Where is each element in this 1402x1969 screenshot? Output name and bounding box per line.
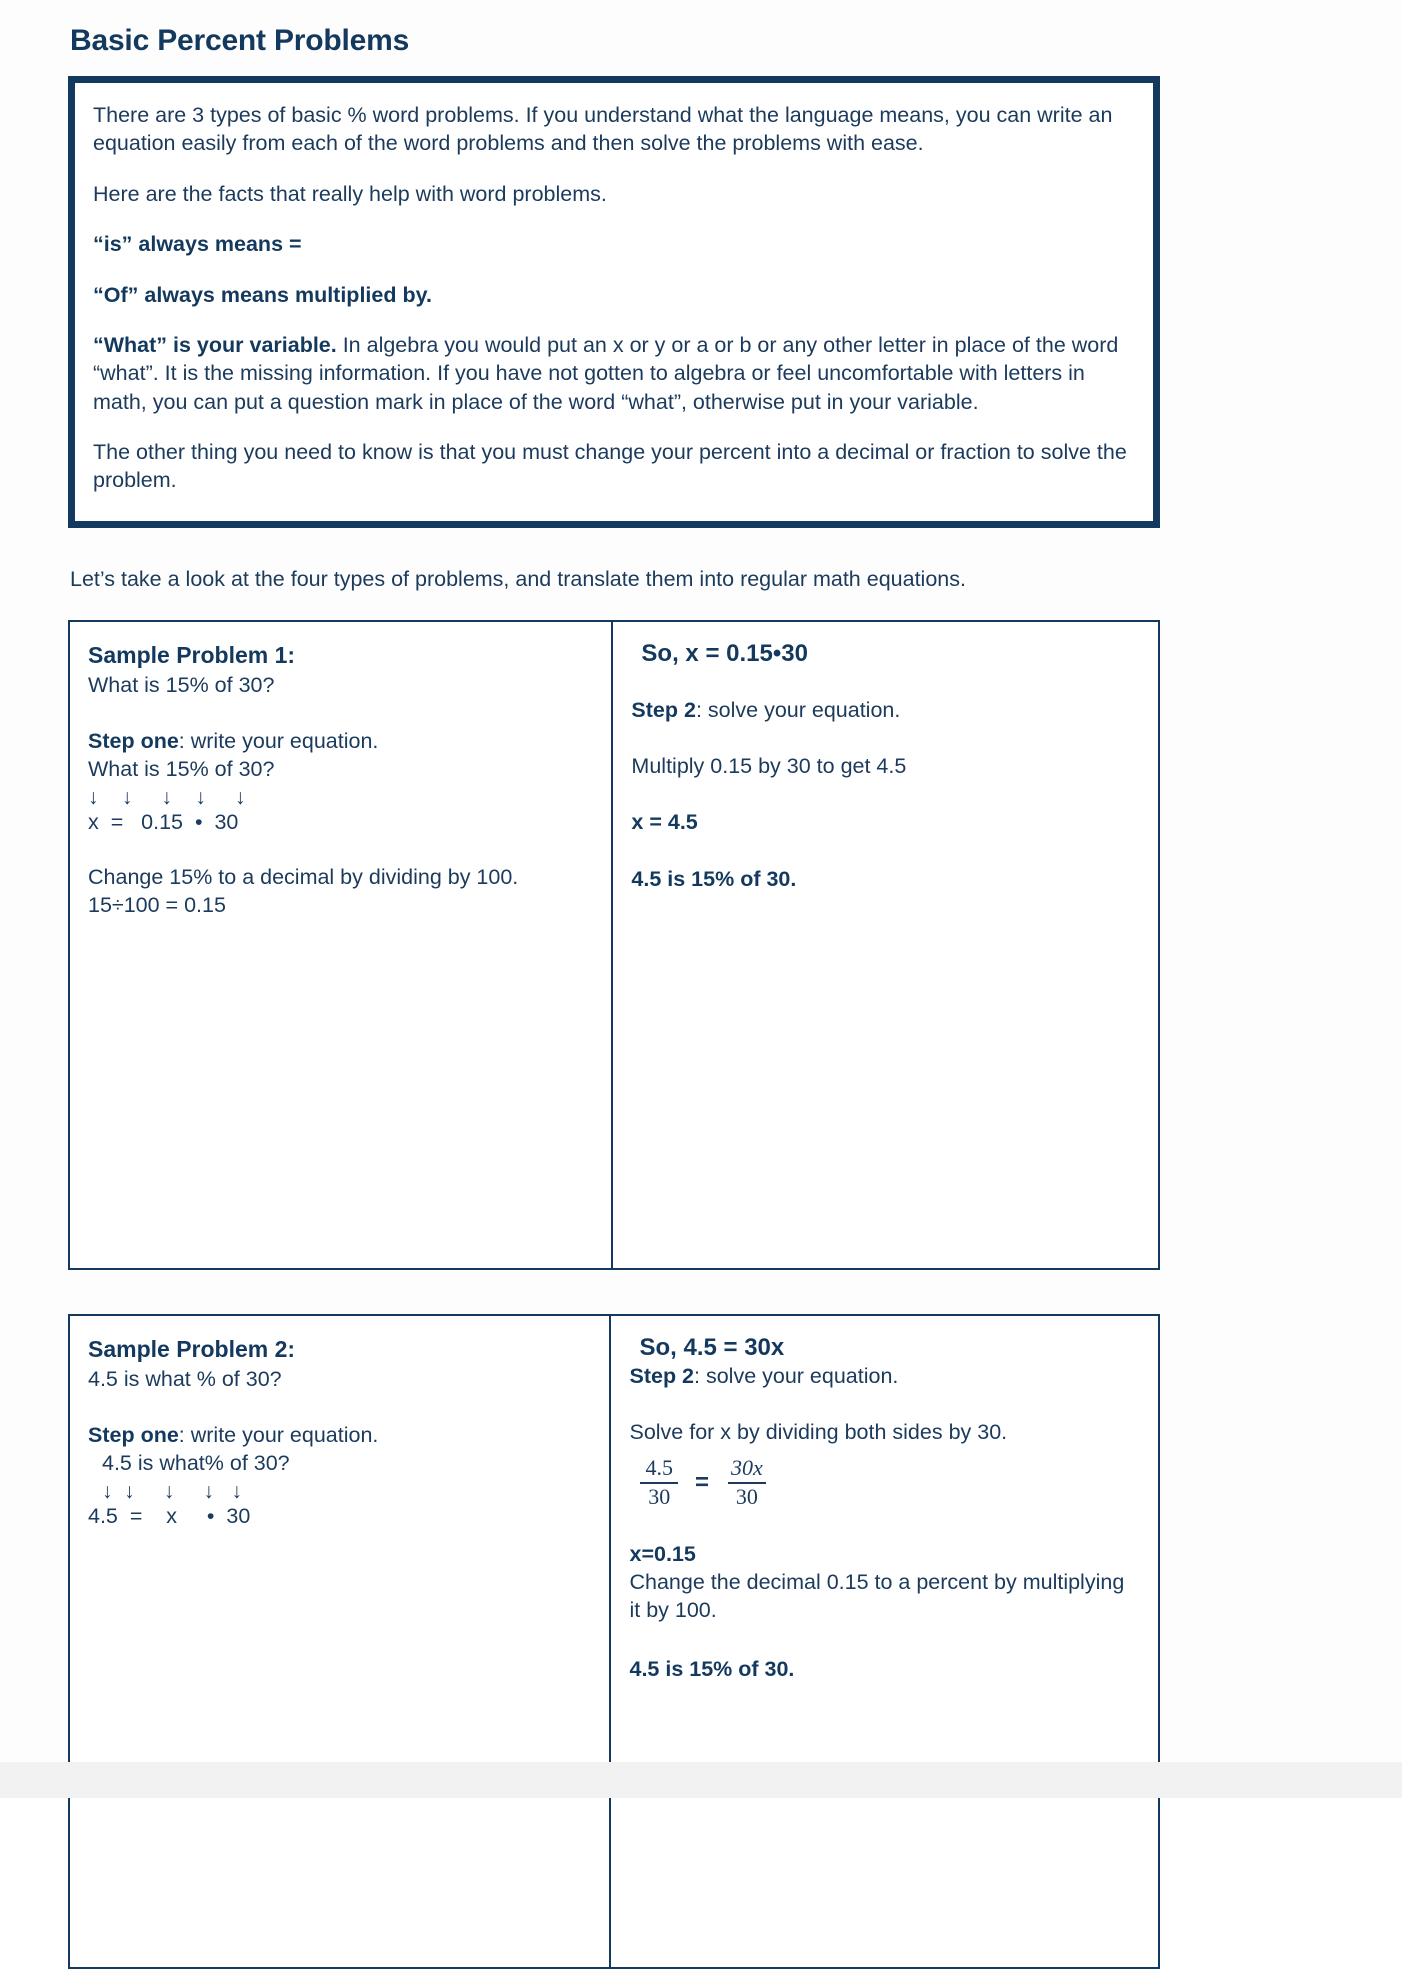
- fact-of-means-multiply: [93, 281, 1131, 309]
- problem-1-so-line: So, x = 0.15•30: [641, 639, 808, 667]
- fraction-left-denominator: 30: [640, 1482, 678, 1510]
- problem-1-question: What is 15% of 30?: [88, 672, 275, 697]
- intro-paragraph-1: There are 3 types of basic % word problems. If you understand what the language means, you can write an equation easily from each of the word problems and then solve the problems with ease.: [93, 103, 1113, 156]
- problem-1-left-cell: [69, 621, 612, 1269]
- problem-2-change-note: Change the decimal 0.15 to a percent by multiplying it by 100.: [629, 1569, 1125, 1623]
- problem-1-arrow-row: ↓ ↓ ↓ ↓ ↓: [88, 785, 246, 809]
- page-bottom-strip: [0, 1762, 1402, 1798]
- problem-1-result: x = 4.5: [631, 810, 698, 835]
- intro-paragraph-2: Here are the facts that really help with word problems.: [93, 181, 607, 206]
- fact-is-means-equals: [93, 230, 1131, 258]
- fraction-right-denominator: 30: [728, 1482, 766, 1510]
- fraction-left-numerator: 4.5: [645, 1455, 673, 1481]
- problem-2-step-two: [629, 1362, 1140, 1390]
- fraction-left: [637, 1456, 681, 1509]
- table-row: [69, 1315, 1159, 1968]
- intro-callout-box: [68, 76, 1160, 528]
- problem-2-heading: Sample Problem 2:: [88, 1335, 296, 1362]
- problem-2-arrow-row: ↓ ↓ ↓ ↓ ↓: [102, 1479, 243, 1503]
- fraction-right-numerator: 30x: [731, 1455, 763, 1481]
- problem-1-step-one-label: Step one: [88, 729, 179, 754]
- problem-1-step-two-text: : solve your equation.: [695, 697, 901, 722]
- problem-2-solve-note: Solve for x by dividing both sides by 30.: [629, 1419, 1008, 1444]
- problem-2-restated-question: 4.5 is what% of 30?: [102, 1451, 290, 1476]
- fact-of-text: “Of” always means multiplied by.: [93, 282, 432, 307]
- problem-2-left-cell: [69, 1315, 610, 1968]
- problem-2-fraction-equation: [637, 1456, 1140, 1509]
- sample-problem-2-table: [68, 1314, 1160, 1969]
- problem-2-conclusion: 4.5 is 15% of 30.: [629, 1656, 795, 1681]
- fact-is-text: “is” always means =: [93, 232, 302, 257]
- fact-what-is-variable: [93, 331, 1131, 416]
- lead-in-sentence: Let’s take a look at the four types of problems, and translate them into regular math equations.: [70, 566, 966, 591]
- problem-2-equation: 4.5 = x • 30: [88, 1503, 251, 1528]
- fact-what-rest: In algebra you would put an x or y or a or b or any other letter in place of the word “what”. It is the missing information. If you have not gotten to algebra or feel uncomfortable with letters in math, you can put a question mark in place of the word “what”, otherwise put in your variable.: [93, 332, 1119, 414]
- sample-problem-1-table: [68, 620, 1160, 1270]
- problem-1-step-one-text: : write your equation.: [178, 729, 379, 754]
- problem-1-heading: Sample Problem 1:: [88, 641, 296, 668]
- intro-paragraph-3: The other thing you need to know is that you must change your percent into a decimal or fraction to solve the problem.: [93, 440, 1127, 493]
- problem-1-step-two: [631, 696, 1140, 724]
- problem-1-equation: x = 0.15 • 30: [88, 809, 239, 834]
- fraction-equals-sign: =: [694, 1468, 709, 1496]
- fact-what-bold: “What” is your variable.: [93, 332, 337, 357]
- problem-2-so-line: So, 4.5 = 30x: [639, 1333, 785, 1361]
- problem-2-x-value: x=0.15: [629, 1541, 696, 1566]
- problem-1-multiply-line: Multiply 0.15 by 30 to get 4.5: [631, 754, 907, 779]
- problem-1-step-two-label: Step 2: [631, 697, 696, 722]
- table-row: [69, 621, 1159, 1269]
- problem-1-step-one: [88, 727, 593, 755]
- problem-1-change-note: Change 15% to a decimal by dividing by 100.: [88, 864, 519, 889]
- problem-2-step-one-text: : write your equation.: [178, 1422, 379, 1447]
- problem-2-step-one-label: Step one: [88, 1422, 179, 1447]
- problem-1-right-cell: [612, 621, 1159, 1269]
- problem-2-question: 4.5 is what % of 30?: [88, 1366, 282, 1391]
- problem-2-step-one: [88, 1421, 591, 1449]
- problem-2-step-two-text: : solve your equation.: [694, 1363, 899, 1388]
- problem-1-change-calc: 15÷100 = 0.15: [88, 893, 226, 918]
- problem-2-right-cell: [610, 1315, 1159, 1968]
- problem-1-restated-question: What is 15% of 30?: [88, 757, 275, 782]
- fraction-right: [723, 1456, 771, 1509]
- problem-2-step-two-label: Step 2: [629, 1363, 695, 1388]
- problem-1-conclusion: 4.5 is 15% of 30.: [631, 866, 797, 891]
- page-title: Basic Percent Problems: [70, 24, 410, 57]
